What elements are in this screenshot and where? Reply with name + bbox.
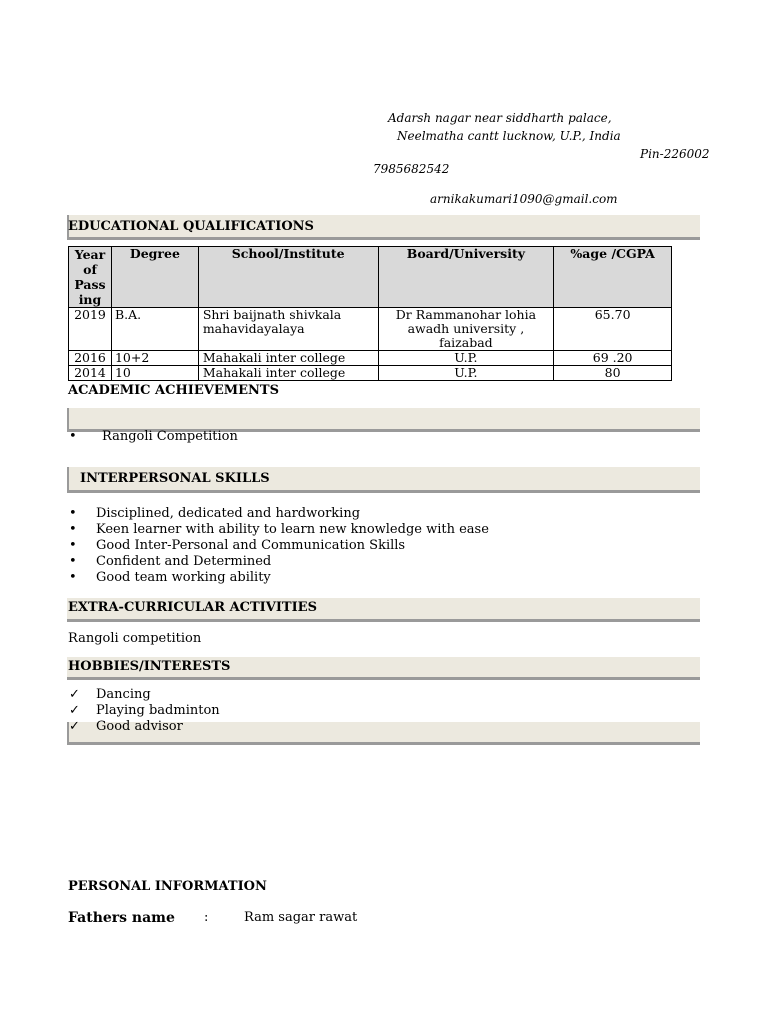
interpersonal-list <box>68 506 489 586</box>
row-score: 80 <box>554 366 672 381</box>
bullet-icon: • <box>69 570 77 585</box>
table-row <box>69 351 672 366</box>
table-row <box>69 308 672 351</box>
list-item <box>68 719 220 735</box>
bullet-icon: • <box>69 429 77 444</box>
checkmark-icon: ✓ <box>69 703 80 718</box>
father-name-label: Fathers name <box>68 910 175 926</box>
education-table <box>68 246 672 381</box>
list-item <box>68 687 220 703</box>
bullet-icon: • <box>69 554 77 569</box>
header-year: Year of Pass ing <box>69 247 112 308</box>
skill-text: Keen learner with ability to learn new knowledge with ease <box>96 522 489 537</box>
address-pin: Pin-226002 <box>640 147 710 161</box>
hobby-text: Good advisor <box>96 719 183 734</box>
header-score: %age /CGPA <box>554 247 672 308</box>
email-address: arnikakumari1090@gmail.com <box>430 192 618 206</box>
skill-text: Confident and Determined <box>96 554 272 569</box>
hobbies-title: HOBBIES/INTERESTS <box>68 659 231 674</box>
row-year: 2019 <box>69 308 112 351</box>
hobbies-list <box>68 687 220 735</box>
bullet-icon: • <box>69 506 77 521</box>
bullet-icon: • <box>69 522 77 537</box>
address-line-1: Adarsh nagar near siddharth palace, <box>388 111 612 125</box>
row-score: 65.70 <box>554 308 672 351</box>
skill-text: Disciplined, dedicated and hardworking <box>96 506 361 521</box>
list-item <box>68 522 489 538</box>
list-item <box>68 554 489 570</box>
table-row <box>69 366 672 381</box>
row-board: Dr Rammanohar lohia awadh university , faizabad <box>378 308 554 351</box>
academic-title: ACADEMIC ACHIEVEMENTS <box>68 383 279 398</box>
checkmark-icon: ✓ <box>69 719 80 734</box>
phone-number: 7985682542 <box>373 162 450 176</box>
row-degree: B.A. <box>111 308 198 351</box>
extracurricular-title: EXTRA-CURRICULAR ACTIVITIES <box>68 600 317 615</box>
address-line-2: Neelmatha cantt lucknow, U.P., India <box>397 129 621 143</box>
interpersonal-title: INTERPERSONAL SKILLS <box>80 471 270 486</box>
list-item <box>68 506 489 522</box>
row-board: U.P. <box>378 366 554 381</box>
extracurricular-text: Rangoli competition <box>68 631 202 646</box>
row-school: Mahakali inter college <box>198 366 378 381</box>
skill-text: Good Inter-Personal and Communication Skills <box>96 538 406 553</box>
row-board: U.P. <box>378 351 554 366</box>
father-name-separator: : <box>204 910 209 925</box>
education-table-header-row <box>69 247 672 308</box>
row-degree: 10+2 <box>111 351 198 366</box>
list-item <box>68 570 489 586</box>
academic-list <box>68 429 238 445</box>
row-year: 2014 <box>69 366 112 381</box>
header-school: School/Institute <box>198 247 378 308</box>
row-school: Shri baijnath shivkala mahavidayalaya <box>198 308 378 351</box>
row-school: Mahakali inter college <box>198 351 378 366</box>
list-item <box>68 429 238 445</box>
academic-item: Rangoli Competition <box>102 429 238 444</box>
bullet-icon: • <box>69 538 77 553</box>
list-item <box>68 538 489 554</box>
header-board: Board/University <box>378 247 554 308</box>
list-item <box>68 703 220 719</box>
personal-title: PERSONAL INFORMATION <box>68 879 267 894</box>
skill-text: Good team working ability <box>96 570 271 585</box>
father-name-value: Ram sagar rawat <box>244 910 358 925</box>
hobby-text: Playing badminton <box>96 703 220 718</box>
checkmark-icon: ✓ <box>69 687 80 702</box>
header-degree: Degree <box>111 247 198 308</box>
row-score: 69 .20 <box>554 351 672 366</box>
row-year: 2016 <box>69 351 112 366</box>
hobby-text: Dancing <box>96 687 151 702</box>
row-degree: 10 <box>111 366 198 381</box>
education-title: EDUCATIONAL QUALIFICATIONS <box>68 219 314 234</box>
